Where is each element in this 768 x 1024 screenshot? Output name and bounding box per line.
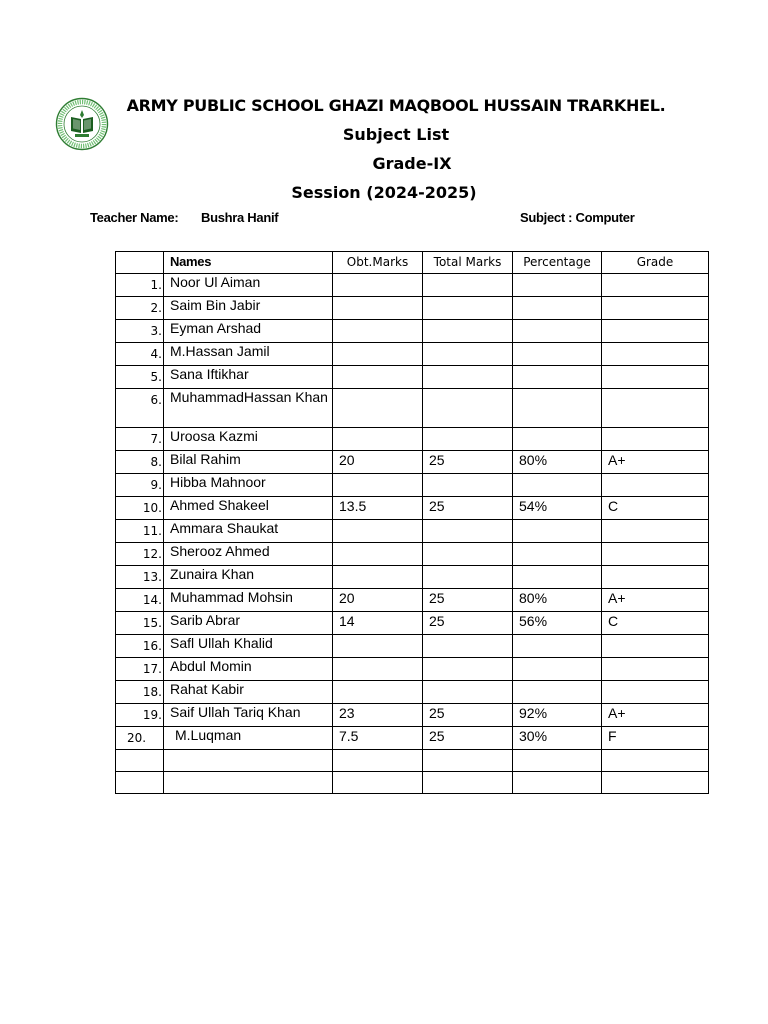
empty-cell bbox=[116, 772, 164, 794]
obt-marks-cell bbox=[333, 366, 423, 389]
student-name-cell: Sarib Abrar bbox=[164, 612, 333, 635]
percentage-cell bbox=[513, 474, 602, 497]
total-marks-cell bbox=[423, 297, 513, 320]
table-header-row bbox=[116, 252, 709, 274]
table-row bbox=[116, 543, 709, 566]
percentage-cell bbox=[513, 366, 602, 389]
percentage-cell: 80% bbox=[513, 589, 602, 612]
column-header-names: Names bbox=[164, 252, 333, 274]
total-marks-cell: 25 bbox=[423, 451, 513, 474]
student-name-cell: M.Hassan Jamil bbox=[164, 343, 333, 366]
empty-cell bbox=[333, 750, 423, 772]
student-name-cell: Ammara Shaukat bbox=[164, 520, 333, 543]
grade-cell: A+ bbox=[602, 451, 709, 474]
student-name-cell: Saim Bin Jabir bbox=[164, 297, 333, 320]
table-row bbox=[116, 428, 709, 451]
marks-table bbox=[115, 251, 709, 794]
student-name-cell: M.Luqman bbox=[164, 727, 333, 750]
grade-cell: A+ bbox=[602, 704, 709, 727]
percentage-cell bbox=[513, 543, 602, 566]
grade-cell bbox=[602, 366, 709, 389]
student-name-cell: Safl Ullah Khalid bbox=[164, 635, 333, 658]
total-marks-cell bbox=[423, 274, 513, 297]
subject-list-title: Subject List bbox=[342, 125, 450, 144]
table-row bbox=[116, 274, 709, 297]
total-marks-cell bbox=[423, 566, 513, 589]
grade-cell: F bbox=[602, 727, 709, 750]
serial-number-cell: 17. bbox=[116, 658, 164, 681]
serial-number-cell: 3. bbox=[116, 320, 164, 343]
student-name-cell: Zunaira Khan bbox=[164, 566, 333, 589]
obt-marks-cell: 20 bbox=[333, 589, 423, 612]
table-row bbox=[116, 451, 709, 474]
grade-cell bbox=[602, 274, 709, 297]
obt-marks-cell bbox=[333, 297, 423, 320]
serial-number-cell: 16. bbox=[116, 635, 164, 658]
serial-number-cell: 11. bbox=[116, 520, 164, 543]
total-marks-cell bbox=[423, 428, 513, 451]
obt-marks-cell: 7.5 bbox=[333, 727, 423, 750]
serial-number-cell: 15. bbox=[116, 612, 164, 635]
obt-marks-cell: 13.5 bbox=[333, 497, 423, 520]
table-row bbox=[116, 320, 709, 343]
obt-marks-cell bbox=[333, 658, 423, 681]
teacher-label: Teacher Name: bbox=[90, 210, 179, 225]
teacher-name: Bushra Hanif bbox=[201, 210, 279, 225]
column-header-percentage: Percentage bbox=[513, 252, 602, 274]
empty-cell bbox=[423, 772, 513, 794]
percentage-cell bbox=[513, 566, 602, 589]
table-row bbox=[116, 612, 709, 635]
obt-marks-cell: 14 bbox=[333, 612, 423, 635]
grade-cell: C bbox=[602, 497, 709, 520]
empty-cell bbox=[116, 750, 164, 772]
grade-cell bbox=[602, 566, 709, 589]
obt-marks-cell: 20 bbox=[333, 451, 423, 474]
student-name-cell: Saif Ullah Tariq Khan bbox=[164, 704, 333, 727]
obt-marks-cell bbox=[333, 389, 423, 428]
serial-number-cell: 12. bbox=[116, 543, 164, 566]
percentage-cell bbox=[513, 320, 602, 343]
grade-cell bbox=[602, 297, 709, 320]
serial-number-cell: 14. bbox=[116, 589, 164, 612]
student-name-cell: Ahmed Shakeel bbox=[164, 497, 333, 520]
column-header-serial bbox=[116, 252, 164, 274]
serial-number-cell: 10. bbox=[116, 497, 164, 520]
table-row bbox=[116, 589, 709, 612]
grade-cell bbox=[602, 681, 709, 704]
grade-cell bbox=[602, 474, 709, 497]
table-row bbox=[116, 343, 709, 366]
total-marks-cell bbox=[423, 635, 513, 658]
serial-number-cell: 4. bbox=[116, 343, 164, 366]
empty-cell bbox=[333, 772, 423, 794]
student-name-cell: Bilal Rahim bbox=[164, 451, 333, 474]
grade-cell: A+ bbox=[602, 589, 709, 612]
grade-cell: C bbox=[602, 612, 709, 635]
percentage-cell bbox=[513, 389, 602, 428]
percentage-cell: 92% bbox=[513, 704, 602, 727]
obt-marks-cell bbox=[333, 635, 423, 658]
percentage-cell bbox=[513, 658, 602, 681]
serial-number-cell: 19. bbox=[116, 704, 164, 727]
student-name-cell: Hibba Mahnoor bbox=[164, 474, 333, 497]
student-name-cell: MuhammadHassan Khan bbox=[164, 389, 333, 428]
grade-cell bbox=[602, 543, 709, 566]
empty-cell bbox=[513, 772, 602, 794]
total-marks-cell: 25 bbox=[423, 589, 513, 612]
obt-marks-cell bbox=[333, 566, 423, 589]
empty-cell bbox=[602, 772, 709, 794]
percentage-cell: 80% bbox=[513, 451, 602, 474]
table-row bbox=[116, 474, 709, 497]
empty-cell bbox=[513, 750, 602, 772]
table-row bbox=[116, 704, 709, 727]
percentage-cell bbox=[513, 274, 602, 297]
student-name-cell: Muhammad Mohsin bbox=[164, 589, 333, 612]
obt-marks-cell bbox=[333, 428, 423, 451]
total-marks-cell bbox=[423, 520, 513, 543]
percentage-cell bbox=[513, 343, 602, 366]
percentage-cell bbox=[513, 681, 602, 704]
table-row bbox=[116, 635, 709, 658]
total-marks-cell bbox=[423, 343, 513, 366]
table-row bbox=[116, 566, 709, 589]
grade-title: Grade-IX bbox=[372, 154, 452, 173]
percentage-cell: 30% bbox=[513, 727, 602, 750]
obt-marks-cell: 23 bbox=[333, 704, 423, 727]
obt-marks-cell bbox=[333, 343, 423, 366]
table-body bbox=[116, 274, 709, 794]
student-name-cell: Sana Iftikhar bbox=[164, 366, 333, 389]
serial-number-cell: 8. bbox=[116, 451, 164, 474]
school-name: ARMY PUBLIC SCHOOL GHAZI MAQBOOL HUSSAIN TRARKHEL. bbox=[126, 96, 666, 115]
grade-cell bbox=[602, 635, 709, 658]
student-name-cell: Noor Ul Aiman bbox=[164, 274, 333, 297]
percentage-cell: 54% bbox=[513, 497, 602, 520]
total-marks-cell bbox=[423, 320, 513, 343]
table-row bbox=[116, 520, 709, 543]
table-row bbox=[116, 389, 709, 428]
obt-marks-cell bbox=[333, 474, 423, 497]
serial-number-cell: 13. bbox=[116, 566, 164, 589]
empty-table-row bbox=[116, 750, 709, 772]
student-name-cell: Eyman Arshad bbox=[164, 320, 333, 343]
serial-number-cell: 9. bbox=[116, 474, 164, 497]
table-row bbox=[116, 681, 709, 704]
grade-cell bbox=[602, 520, 709, 543]
percentage-cell bbox=[513, 520, 602, 543]
column-header-total-marks: Total Marks bbox=[423, 252, 513, 274]
percentage-cell: 56% bbox=[513, 612, 602, 635]
subject-info: Subject : Computer bbox=[520, 210, 635, 225]
total-marks-cell: 25 bbox=[423, 704, 513, 727]
student-name-cell: Uroosa Kazmi bbox=[164, 428, 333, 451]
grade-cell bbox=[602, 658, 709, 681]
total-marks-cell bbox=[423, 366, 513, 389]
empty-cell bbox=[164, 750, 333, 772]
serial-number-cell: 20. bbox=[116, 727, 164, 750]
percentage-cell bbox=[513, 635, 602, 658]
total-marks-cell: 25 bbox=[423, 497, 513, 520]
table-row bbox=[116, 727, 709, 750]
total-marks-cell: 25 bbox=[423, 727, 513, 750]
student-name-cell: Abdul Momin bbox=[164, 658, 333, 681]
percentage-cell bbox=[513, 428, 602, 451]
percentage-cell bbox=[513, 297, 602, 320]
grade-cell bbox=[602, 428, 709, 451]
empty-cell bbox=[602, 750, 709, 772]
total-marks-cell: 25 bbox=[423, 612, 513, 635]
total-marks-cell bbox=[423, 543, 513, 566]
obt-marks-cell bbox=[333, 320, 423, 343]
grade-cell bbox=[602, 343, 709, 366]
student-name-cell: Rahat Kabir bbox=[164, 681, 333, 704]
serial-number-cell: 18. bbox=[116, 681, 164, 704]
obt-marks-cell bbox=[333, 543, 423, 566]
serial-number-cell: 1. bbox=[116, 274, 164, 297]
total-marks-cell bbox=[423, 658, 513, 681]
grade-cell bbox=[602, 389, 709, 428]
table-row bbox=[116, 658, 709, 681]
empty-table-row bbox=[116, 772, 709, 794]
grade-cell bbox=[602, 320, 709, 343]
total-marks-cell bbox=[423, 389, 513, 428]
obt-marks-cell bbox=[333, 520, 423, 543]
column-header-grade: Grade bbox=[602, 252, 709, 274]
session-title: Session (2024-2025) bbox=[291, 183, 477, 202]
empty-cell bbox=[423, 750, 513, 772]
total-marks-cell bbox=[423, 474, 513, 497]
obt-marks-cell bbox=[333, 274, 423, 297]
student-name-cell: Sherooz Ahmed bbox=[164, 543, 333, 566]
total-marks-cell bbox=[423, 681, 513, 704]
serial-number-cell: 2. bbox=[116, 297, 164, 320]
table-row bbox=[116, 297, 709, 320]
serial-number-cell: 7. bbox=[116, 428, 164, 451]
column-header-obt-marks: Obt.Marks bbox=[333, 252, 423, 274]
table-row bbox=[116, 497, 709, 520]
obt-marks-cell bbox=[333, 681, 423, 704]
empty-cell bbox=[164, 772, 333, 794]
serial-number-cell: 5. bbox=[116, 366, 164, 389]
serial-number-cell: 6. bbox=[116, 389, 164, 428]
table-row bbox=[116, 366, 709, 389]
